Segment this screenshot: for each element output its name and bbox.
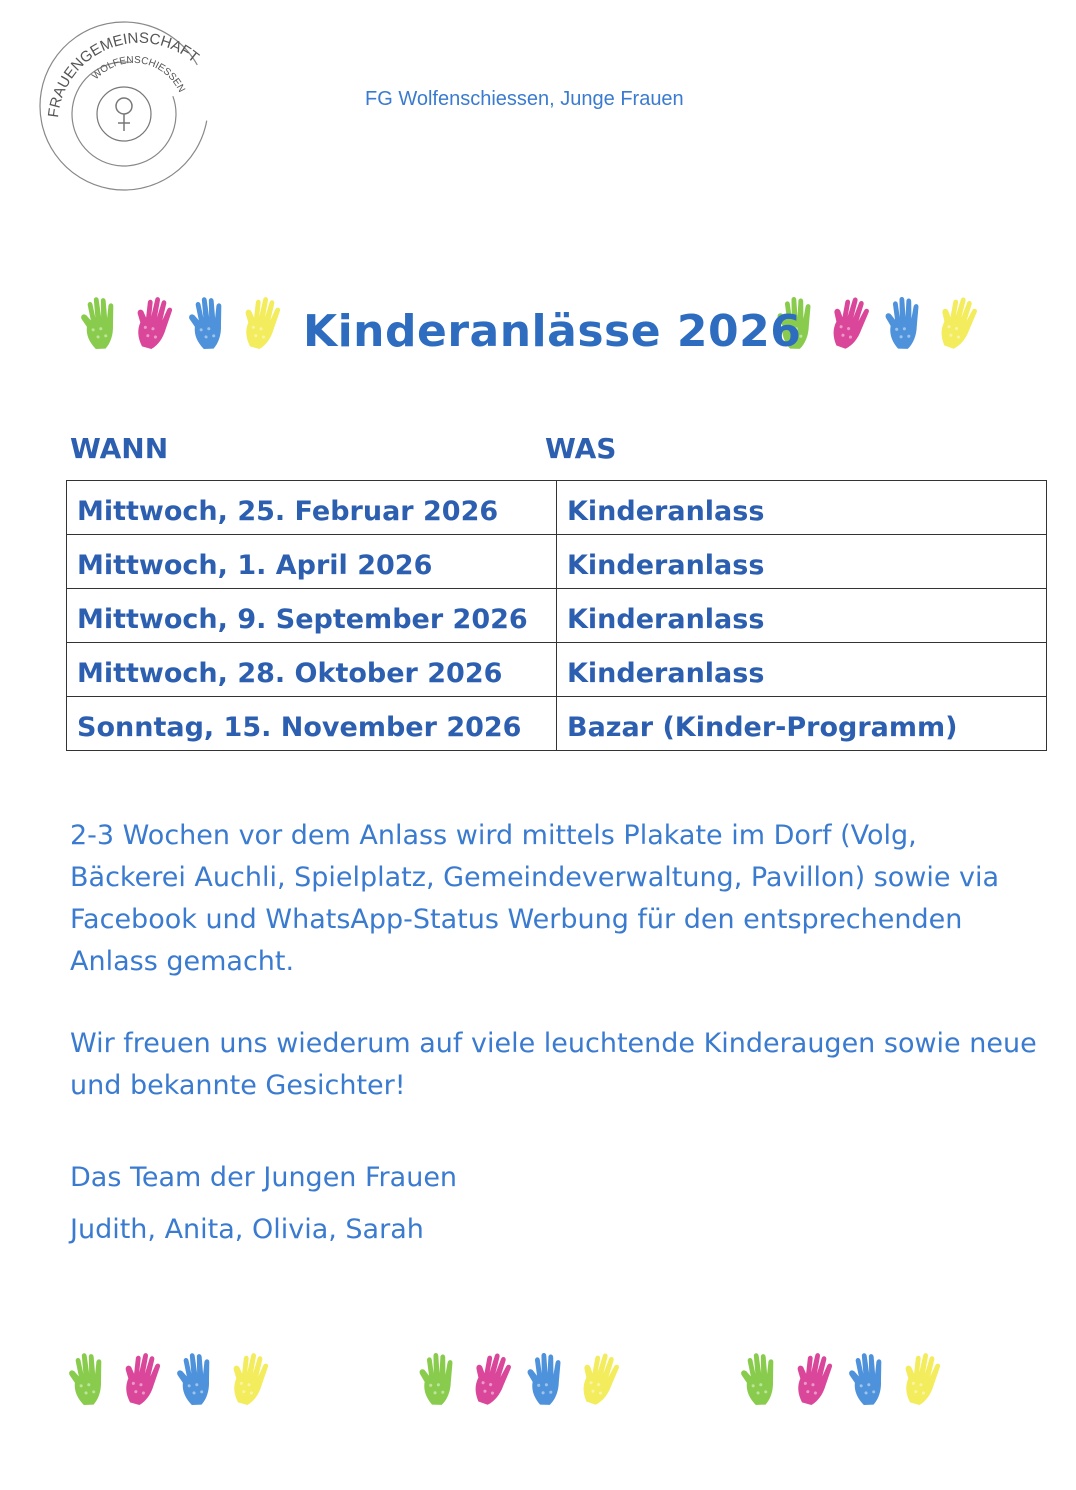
handprint-icon <box>172 1350 220 1408</box>
event-date: Mittwoch, 1. April 2026 <box>67 535 557 589</box>
handprint-icon <box>934 294 982 352</box>
event-type: Kinderanlass <box>557 535 1047 589</box>
handprint-icon <box>736 1350 784 1408</box>
handprint-icon <box>184 294 232 352</box>
advertising-paragraph: 2-3 Wochen vor dem Anlass wird mittels Plakate im Dorf (Volg, Bäckerei Auchli, Spielplatz, Gemeindeverwaltung, Pavillon) sowie via Facebook und WhatsApp-Status Werbung für den entsprechenden Anlass gemacht. <box>70 820 1000 977</box>
handprint-icon <box>118 1350 166 1408</box>
event-type: Kinderanlass <box>557 589 1047 643</box>
handprints-row <box>414 1350 624 1408</box>
handprints-row <box>772 294 982 352</box>
handprints-row <box>736 1350 946 1408</box>
signature-names: Judith, Anita, Olivia, Sarah <box>70 1214 424 1245</box>
column-header-when: WANN <box>70 432 169 465</box>
event-type: Kinderanlass <box>557 643 1047 697</box>
handprint-icon <box>76 294 124 352</box>
handprint-icon <box>64 1350 112 1408</box>
handprint-icon <box>522 1350 570 1408</box>
events-table <box>66 480 1047 751</box>
handprint-icon <box>880 294 928 352</box>
logo-outer-text: FRAUENGEMEINSCHAFT <box>44 29 203 119</box>
handprint-icon <box>576 1350 624 1408</box>
handprint-icon <box>226 1350 274 1408</box>
event-date: Sonntag, 15. November 2026 <box>67 697 557 751</box>
table-row <box>67 589 1047 643</box>
handprint-icon <box>898 1350 946 1408</box>
table-row <box>67 535 1047 589</box>
table-row <box>67 697 1047 751</box>
closing-paragraph: Wir freuen uns wiederum auf viele leuchtende Kinderaugen sowie neue und bekannte Gesichter! <box>70 1028 1037 1101</box>
logo <box>38 18 242 192</box>
handprint-icon <box>238 294 286 352</box>
handprint-icon <box>414 1350 462 1408</box>
handprints-row <box>64 1350 274 1408</box>
female-symbol-icon <box>97 87 151 141</box>
logo-inner-text: WOLFENSCHIESSEN <box>90 54 187 95</box>
organization-name: FG Wolfenschiessen, Junge Frauen <box>365 88 684 110</box>
event-type: Kinderanlass <box>557 481 1047 535</box>
event-date: Mittwoch, 25. Februar 2026 <box>67 481 557 535</box>
handprint-icon <box>468 1350 516 1408</box>
table-row <box>67 643 1047 697</box>
table-row <box>67 481 1047 535</box>
event-date: Mittwoch, 28. Oktober 2026 <box>67 643 557 697</box>
page-title: Kinderanlässe 2026 <box>303 306 802 357</box>
handprint-icon <box>844 1350 892 1408</box>
handprint-icon <box>130 294 178 352</box>
event-type: Bazar (Kinder-Programm) <box>557 697 1047 751</box>
column-header-what: WAS <box>545 432 617 465</box>
handprints-row <box>76 294 286 352</box>
event-date: Mittwoch, 9. September 2026 <box>67 589 557 643</box>
signature-team: Das Team der Jungen Frauen <box>70 1162 458 1193</box>
handprint-icon <box>790 1350 838 1408</box>
handprint-icon <box>826 294 874 352</box>
